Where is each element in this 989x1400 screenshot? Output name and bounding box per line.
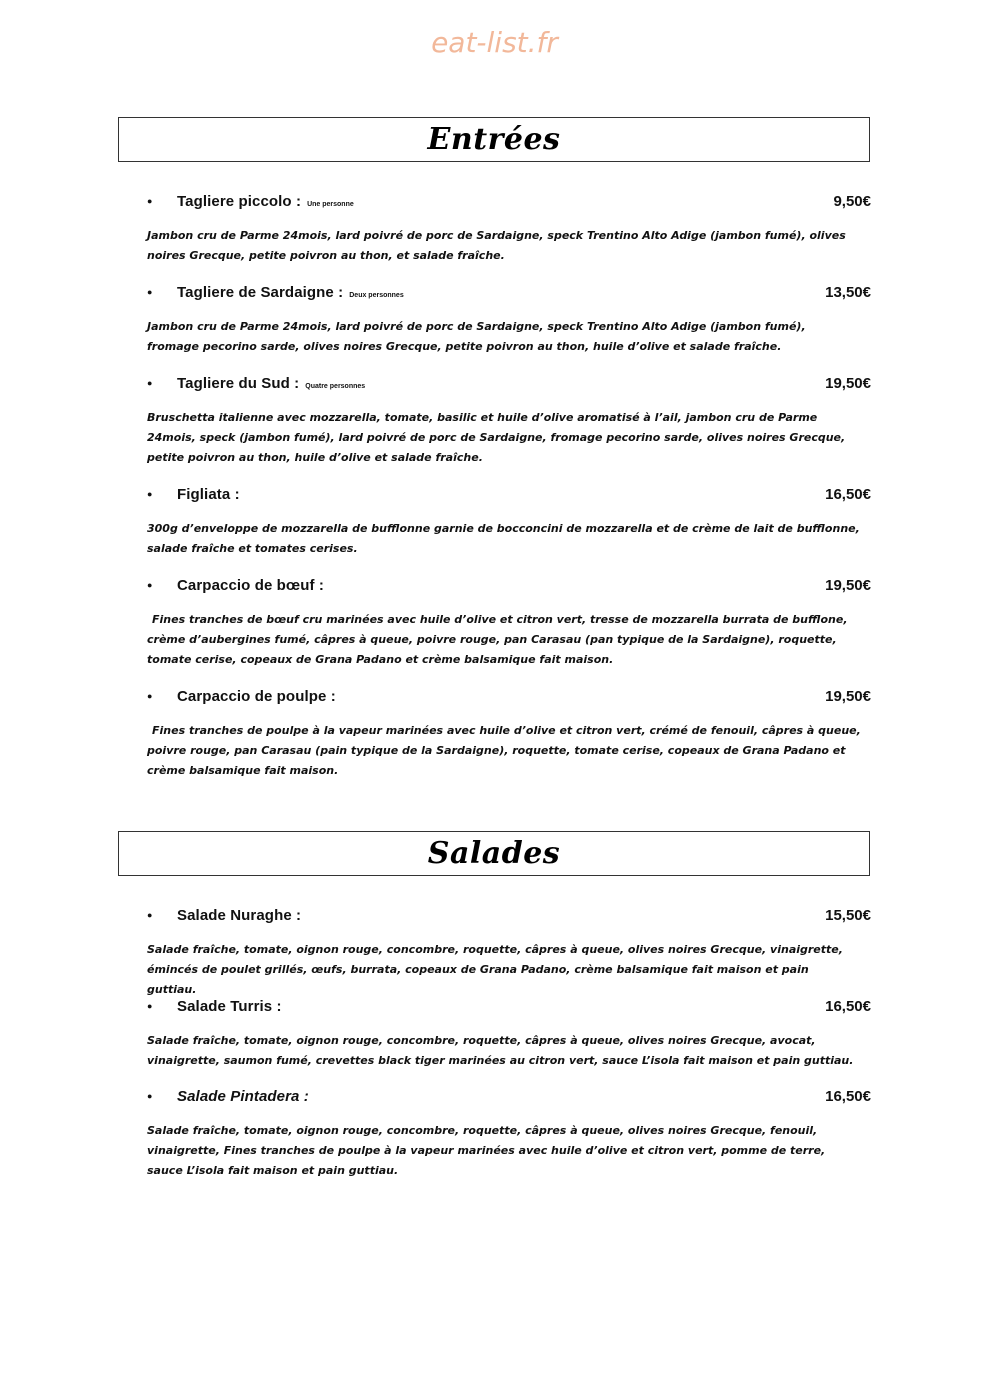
item-description: Jambon cru de Parme 24mois, lard poivré de porc de Sardaigne, speck Trentino Alto Adige (jambon fumé), fromage pecorino sarde, olives noires Grecque, petite poivron au thon, huile d’olive et salade fraîche.	[147, 320, 806, 353]
bullet-icon	[147, 190, 177, 214]
bullet-icon	[147, 685, 177, 709]
menu-item	[147, 904, 871, 999]
menu-item	[147, 190, 871, 266]
item-price: 16,50€	[825, 998, 871, 1015]
item-description: Bruschetta italienne avec mozzarella, tomate, basilic et huile d’olive aromatisé à l’ail, jambon cru de Parme 24mois, speck (jambon fumé), lard poivré de porc de Sardaigne, fromage pecorino sarde, olives noires Grecque, petite poivron au thon, huile d’olive et salade fraîche.	[147, 411, 846, 464]
item-name: Salade Nuraghe :	[177, 907, 302, 924]
bullet-icon	[147, 483, 177, 507]
menu-item	[147, 685, 871, 780]
bullet-icon	[147, 574, 177, 598]
item-description: 300g d’enveloppe de mozzarella de bufflonne garnie de bocconcini de mozzarella et de crème de lait de bufflonne, salade fraîche et tomates cerises.	[147, 522, 860, 555]
item-description: Jambon cru de Parme 24mois, lard poivré de porc de Sardaigne, speck Trentino Alto Adige (jambon fumé), olives noires Grecque, petite poivron au thon, et salade fraîche.	[147, 229, 846, 262]
section-title: Entrées	[427, 122, 561, 157]
watermark: eat-list.fr	[431, 26, 558, 59]
item-name: Tagliere de Sardaigne :	[177, 284, 344, 301]
item-description: Salade fraîche, tomate, oignon rouge, concombre, roquette, câpres à queue, olives noires Grecque, vinaigrette, émincés de poulet grillés, œufs, burrata, copeaux de Grana Padano, crème balsamique fait maison et pain guttiau.	[147, 943, 843, 996]
item-price: 19,50€	[825, 577, 871, 594]
item-name: Carpaccio de bœuf :	[177, 577, 324, 594]
menu-item	[147, 372, 871, 467]
item-price: 9,50€	[833, 193, 871, 210]
item-description: Fines tranches de poulpe à la vapeur marinées avec huile d’olive et citron vert, crémé de fenouil, câpres à queue, poivre rouge, pan Carasau (pain typique de la Sardaigne), roquette, tomate cerise, copeaux de Grana Padano et crème balsamique fait maison.	[147, 724, 861, 777]
item-price: 15,50€	[825, 907, 871, 924]
section-title: Salades	[427, 836, 561, 871]
menu-item	[147, 281, 871, 357]
item-note: Une personne	[307, 201, 354, 208]
menu-item	[147, 483, 871, 559]
item-description: Fines tranches de bœuf cru marinées avec huile d’olive et citron vert, tresse de mozzarella burrata de bufflone, crème d’aubergines fumé, câpres à queue, poivre rouge, pan Carasau (pan typique de la Sardaigne), roquette, tomate cerise, copeaux de Grana Padano et crème balsamique fait maison.	[147, 613, 848, 666]
item-name: Tagliere du Sud :	[177, 375, 300, 392]
menu-item	[147, 574, 871, 669]
menu-item	[147, 1085, 871, 1180]
bullet-icon	[147, 281, 177, 305]
item-name: Tagliere piccolo :	[177, 193, 302, 210]
menu-item	[147, 995, 871, 1071]
item-name: Salade Pintadera :	[177, 1088, 309, 1105]
bullet-icon	[147, 995, 177, 1019]
item-name: Figliata :	[177, 486, 240, 503]
bullet-icon	[147, 1085, 177, 1109]
item-description: Salade fraîche, tomate, oignon rouge, concombre, roquette, câpres à queue, olives noires Grecque, fenouil, vinaigrette, Fines tranches de poulpe à la vapeur marinées avec huile d’olive et citron vert, pomme de terre, sauce L’isola fait maison et pain guttiau.	[147, 1124, 826, 1177]
item-price: 19,50€	[825, 375, 871, 392]
item-price: 16,50€	[825, 486, 871, 503]
item-description: Salade fraîche, tomate, oignon rouge, concombre, roquette, câpres à queue, olives noires Grecque, avocat, vinaigrette, saumon fumé, crevettes black tiger marinées au citron vert, sauce L’isola fait maison et pain guttiau.	[147, 1034, 854, 1067]
item-price: 13,50€	[825, 284, 871, 301]
item-price: 19,50€	[825, 688, 871, 705]
item-name: Salade Turris :	[177, 998, 282, 1015]
section-header-entrees	[118, 117, 870, 162]
bullet-icon	[147, 904, 177, 928]
section-header-salades	[118, 831, 870, 876]
bullet-icon	[147, 372, 177, 396]
item-price: 16,50€	[825, 1088, 871, 1105]
item-note: Deux personnes	[349, 292, 404, 299]
item-name: Carpaccio de poulpe :	[177, 688, 336, 705]
item-note: Quatre personnes	[305, 383, 366, 390]
